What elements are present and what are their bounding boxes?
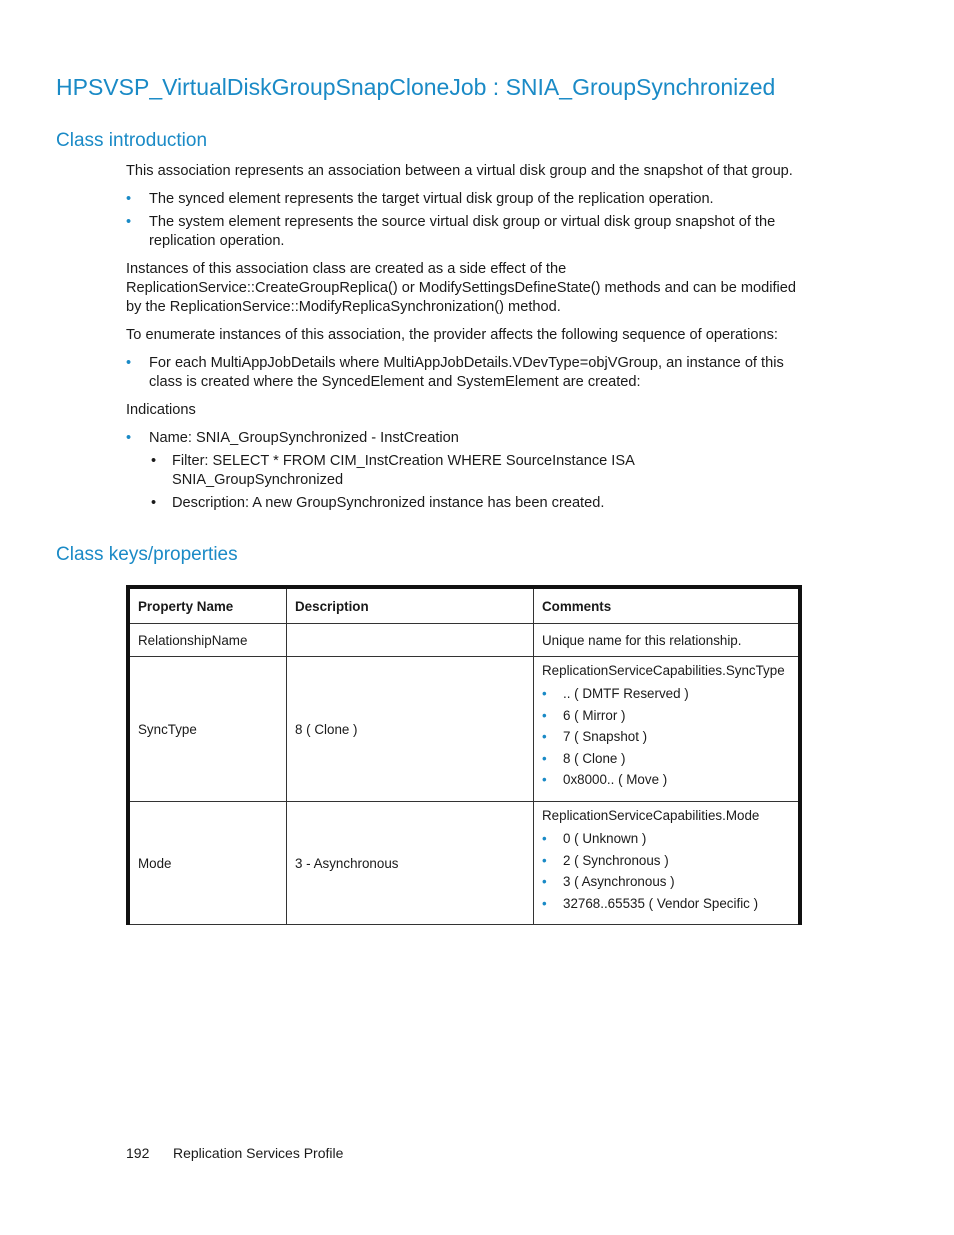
indication-item — [126, 429, 806, 513]
comments-cell: Unique name for this relationship. — [534, 624, 801, 657]
comment-list — [542, 828, 790, 914]
page-title: HPSVSP_VirtualDiskGroupSnapCloneJob : SNIA_GroupSynchronized — [56, 74, 776, 100]
indications-list — [126, 429, 806, 513]
class-introduction-body — [126, 162, 806, 522]
indication-sub-list — [149, 452, 806, 513]
page-footer — [126, 1145, 343, 1161]
column-header: Comments — [534, 587, 801, 624]
class-introduction-heading: Class introduction — [56, 130, 208, 151]
list-item: • 0x8000.. ( Move ) — [542, 769, 790, 791]
intro-paragraph: This association represents an association between a virtual disk group and the snapshot of that group. — [126, 163, 793, 179]
table-header-row — [128, 587, 800, 624]
comments-cell — [534, 802, 801, 925]
column-header: Description — [287, 587, 534, 624]
list-item: • .. ( DMTF Reserved ) — [542, 683, 790, 705]
page-number: 192 — [126, 1145, 150, 1161]
instances-paragraph: Instances of this association class are created as a side effect of the ReplicationService::CreateGroupReplica() or ModifySettingsDefineState() methods and can be modified by the ReplicationService::ModifyReplicaSynchronization() method. — [126, 261, 797, 315]
list-item: • 7 ( Snapshot ) — [542, 726, 790, 748]
table-row — [128, 657, 800, 802]
list-item: • 32768..65535 ( Vendor Specific ) — [542, 893, 790, 915]
list-item: • 3 ( Asynchronous ) — [542, 871, 790, 893]
property-name-cell: RelationshipName — [128, 624, 287, 657]
list-item: • Description: A new GroupSynchronized instance has been created. — [149, 494, 806, 513]
comment-title: ReplicationServiceCapabilities.SyncType — [542, 663, 785, 678]
comment-title: ReplicationServiceCapabilities.Mode — [542, 808, 760, 823]
list-item: • 0 ( Unknown ) — [542, 828, 790, 850]
footer-section-title: Replication Services Profile — [173, 1145, 344, 1161]
column-header: Property Name — [128, 587, 287, 624]
description-cell: 3 - Asynchronous — [287, 802, 534, 925]
comment-list — [542, 683, 790, 791]
list-item: • The synced element represents the target virtual disk group of the replication operation. — [126, 190, 806, 209]
enumerate-bullet-list — [126, 354, 806, 392]
property-name-cell: Mode — [128, 802, 287, 925]
list-item: • For each MultiAppJobDetails where MultiAppJobDetails.VDevType=objVGroup, an instance of this class is created where the SyncedElement and SystemElement are created: — [126, 354, 806, 392]
enumerate-paragraph: To enumerate instances of this association, the provider affects the following sequence of operations: — [126, 327, 778, 343]
class-keys-heading: Class keys/properties — [56, 544, 238, 565]
description-cell: 8 ( Clone ) — [287, 657, 534, 802]
table-row — [128, 624, 800, 657]
list-item: • 2 ( Synchronous ) — [542, 850, 790, 872]
list-item: • 8 ( Clone ) — [542, 748, 790, 770]
list-item: • 6 ( Mirror ) — [542, 705, 790, 727]
element-bullet-list — [126, 190, 806, 251]
properties-table — [126, 585, 802, 925]
description-cell — [287, 624, 534, 657]
list-item: • The system element represents the source virtual disk group or virtual disk group snapshot of the replication operation. — [126, 213, 806, 251]
indication-name: Name: SNIA_GroupSynchronized - InstCreation — [149, 430, 459, 446]
comments-cell — [534, 657, 801, 802]
table-row — [128, 802, 800, 925]
list-item: • Filter: SELECT * FROM CIM_InstCreation WHERE SourceInstance ISA SNIA_GroupSynchronized — [149, 452, 806, 490]
indications-label: Indications — [126, 402, 196, 418]
property-name-cell: SyncType — [128, 657, 287, 802]
